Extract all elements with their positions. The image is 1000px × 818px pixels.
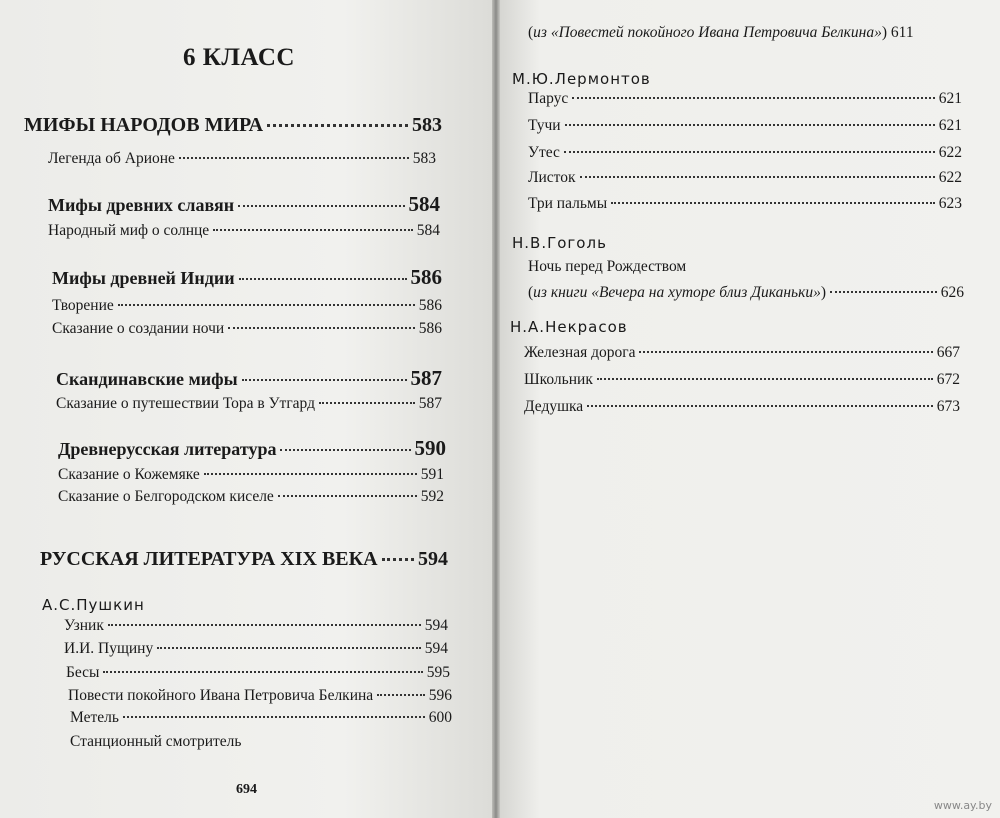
leader-dots [103, 671, 422, 673]
toc-entry-russian-lit-19: РУССКАЯ ЛИТЕРАТУРА XIX ВЕКА 594 [40, 548, 448, 570]
left-page [0, 0, 492, 818]
toc-entry-thor: Сказание о путешествии Тора в Утгард 587 [56, 395, 442, 412]
watermark: www.ay.by [933, 799, 992, 812]
leader-dots [118, 304, 415, 306]
author-lermontov: М.Ю.Лермонтов [512, 70, 651, 88]
toc-entry-pushchin: И.И. Пущину 594 [64, 640, 448, 657]
toc-entry-scandinavian-myths: Скандинавские мифы 587 [56, 366, 442, 390]
toc-entry-shkolnik: Школьник 672 [524, 371, 960, 388]
leader-dots [382, 558, 414, 561]
leader-dots [319, 402, 415, 404]
page-number: 694 [236, 782, 257, 797]
leader-dots [123, 716, 425, 718]
leader-dots [587, 405, 933, 407]
leader-dots [267, 124, 408, 127]
toc-entry-stationmaster: Станционный смотритель [70, 733, 242, 750]
class-heading: 6 КЛАСС [183, 44, 295, 71]
leader-dots [179, 157, 409, 159]
toc-entry-uznik: Узник 594 [64, 617, 448, 634]
toc-entry-tri-palmy: Три пальмы 623 [528, 195, 962, 212]
author-nekrasov: Н.А.Некрасов [510, 318, 628, 336]
leader-dots [639, 351, 932, 353]
toc-entry-old-russian-lit: Древнерусская литература 590 [58, 436, 446, 460]
leader-dots [157, 647, 421, 649]
author-gogol: Н.В.Гоголь [512, 234, 607, 252]
toc-entry-sun-myth: Народный миф о солнце 584 [48, 222, 440, 239]
leader-dots [597, 378, 933, 380]
toc-entry-belkin-tales: Повести покойного Ивана Петровича Белкина 596 [68, 687, 452, 704]
toc-entry-besy: Бесы 595 [66, 664, 450, 681]
toc-entry-parus: Парус 621 [528, 90, 962, 107]
toc-entry-dedushka: Дедушка 673 [524, 398, 960, 415]
toc-entry-tuchi: Тучи 621 [528, 117, 962, 134]
leader-dots [564, 151, 935, 153]
right-page [500, 0, 1000, 818]
toc-entry-kozhemyaka: Сказание о Кожемяке 591 [58, 466, 444, 483]
toc-entry-night: Сказание о создании ночи 586 [52, 320, 442, 337]
leader-dots [280, 449, 410, 451]
leader-dots [572, 97, 935, 99]
toc-entry-christmas-eve: (из книги «Вечера на хуторе близ Диканьки») 626 [528, 284, 964, 301]
toc-entry-railroad: Железная дорога 667 [524, 344, 960, 361]
leader-dots [565, 124, 935, 126]
leader-dots [611, 202, 935, 204]
leader-dots [239, 278, 407, 280]
toc-entry-creation: Творение 586 [52, 297, 442, 314]
leader-dots [242, 379, 407, 381]
leader-dots [377, 694, 425, 696]
author-pushkin: А.С.Пушкин [42, 596, 145, 614]
leader-dots [204, 473, 417, 475]
leader-dots [238, 205, 404, 207]
toc-entry-christmas-eve-title: Ночь перед Рождеством [528, 258, 687, 275]
leader-dots [213, 229, 413, 231]
leader-dots [580, 176, 935, 178]
toc-entry-belkin-continuation: (из «Повестей покойного Ивана Петровича Белкина») 611 [528, 24, 914, 41]
leader-dots [108, 624, 421, 626]
toc-entry-myths-of-world: МИФЫ НАРОДОВ МИРА 583 [24, 114, 442, 136]
toc-entry-metel: Метель 600 [70, 709, 452, 726]
toc-entry-kisel: Сказание о Белгородском киселе 592 [58, 488, 444, 505]
toc-entry-indian-myths: Мифы древней Индии 586 [52, 265, 442, 289]
leader-dots [830, 291, 937, 293]
book-gutter [492, 0, 500, 818]
toc-entry-slavic-myths: Мифы древних славян 584 [48, 192, 440, 216]
toc-entry-listok: Листок 622 [528, 169, 962, 186]
leader-dots [228, 327, 415, 329]
toc-entry-arion: Легенда об Арионе 583 [48, 150, 436, 167]
toc-entry-utes: Утес 622 [528, 144, 962, 161]
leader-dots [278, 495, 417, 497]
